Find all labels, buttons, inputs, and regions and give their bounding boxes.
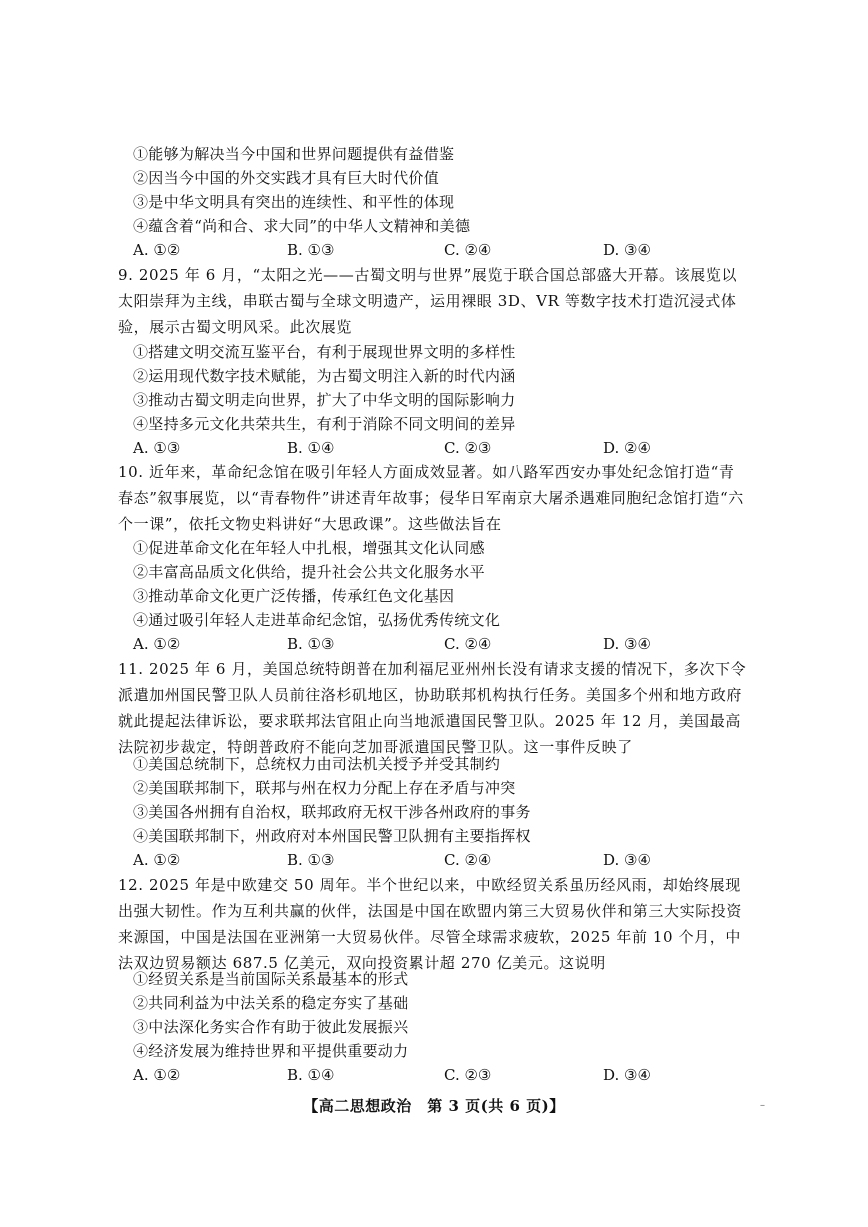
q9-stem: 9. 2025 年 6 月，“太阳之光——古蜀文明与世界”展览于联合国总部盛大开幕。该展览以太阳崇拜为主线，串联古蜀与全球文明遗产，运用裸眼 3D、VR 等数字技术打造沉浸式体验，展示古蜀文明风采。此次展览 xyxy=(118,266,738,336)
q10-item-2: ②丰富高品质文化供给，提升社会公共文化服务水平 xyxy=(133,563,485,581)
q9-option-c: C. ②③ xyxy=(444,439,492,457)
q12-stem: 12. 2025 年是中欧建交 50 周年。半个世纪以来，中欧经贸关系虽历经风雨，却始终展现出强大韧性。作为互利共赢的伙伴，法国是中国在欧盟内第三大贸易伙伴和第三大实际投资来源国，中国是法国在亚洲第一大贸易伙伴。尽管全球需求疲软，2025 年前 10 个月，中法双边贸易额达 687.5 亿美元，双向投资累计超 270 亿美元。这说明 xyxy=(118,876,743,972)
q12-option-b: B. ①④ xyxy=(287,1066,335,1084)
q9-item-3: ③推动古蜀文明走向世界，扩大了中华文明的国际影响力 xyxy=(133,391,516,409)
q10-option-a: A. ①② xyxy=(133,635,181,653)
q12-options xyxy=(133,1064,663,1086)
q9-item-1: ①搭建文明交流互鉴平台，有利于展现世界文明的多样性 xyxy=(133,343,516,361)
q9-item-4: ④坚持多元文化共荣共生，有利于消除不同文明间的差异 xyxy=(133,415,516,433)
q11-item-2: ②美国联邦制下，联邦与州在权力分配上存在矛盾与冲突 xyxy=(133,779,516,797)
q8-item-3: ③是中华文明具有突出的连续性、和平性的体现 xyxy=(133,193,455,211)
q10-item-3: ③推动革命文化更广泛传播，传承红色文化基因 xyxy=(133,587,455,605)
q9-option-d: D. ②④ xyxy=(603,439,651,457)
q8-option-b: B. ①③ xyxy=(287,241,335,259)
q8-option-a: A. ①② xyxy=(133,241,181,259)
q10-item-1: ①促进革命文化在年轻人中扎根，增强其文化认同感 xyxy=(133,539,485,557)
q12-option-c: C. ②③ xyxy=(444,1066,492,1084)
q8-item-2: ②因当今中国的外交实践才具有巨大时代价值 xyxy=(133,169,440,187)
q12-option-a: A. ①② xyxy=(133,1066,181,1084)
q11-options xyxy=(133,849,663,871)
q8-options xyxy=(133,239,663,261)
q10-option-d: D. ③④ xyxy=(603,635,651,653)
q11-item-3: ③美国各州拥有自治权，联邦政府无权干涉各州政府的事务 xyxy=(133,803,531,821)
page-footer: 【高二思想政治 第 3 页(共 6 页)】 xyxy=(303,1097,565,1115)
q9-option-a: A. ①③ xyxy=(133,439,181,457)
q10-options xyxy=(133,633,663,655)
q8-option-d: D. ③④ xyxy=(603,241,651,259)
q9-option-b: B. ①④ xyxy=(287,439,335,457)
q9-item-2: ②运用现代数字技术赋能，为古蜀文明注入新的时代内涵 xyxy=(133,367,516,385)
q12-item-4: ④经济发展为维持世界和平提供重要动力 xyxy=(133,1042,409,1060)
q12-option-d: D. ③④ xyxy=(603,1066,651,1084)
q10-option-c: C. ②④ xyxy=(444,635,492,653)
q11-option-a: A. ①② xyxy=(133,851,181,869)
q11-stem: 11. 2025 年 6 月，美国总统特朗普在加利福尼亚州州长没有请求支援的情况下，多次下令派遣加州国民警卫队人员前往洛杉矶地区，协助联邦机构执行任务。美国多个州和地方政府就此提起法律诉讼，要求联邦法官阻止向当地派遣国民警卫队。2025 年 12 月，美国最高法院初步裁定，特朗普政府不能向芝加哥派遣国民警卫队。这一事件反映了 xyxy=(118,660,747,756)
q12-item-1: ①经贸关系是当前国际关系最基本的形式 xyxy=(133,970,409,988)
q10-stem: 10. 近年来，革命纪念馆在吸引年轻人方面成效显著。如八路军西安办事处纪念馆打造“青春态”叙事展览，以“青春物件”讲述青年故事；侵华日军南京大屠杀遇难同胞纪念馆打造“六个一课”，依托文物史料讲好“大思政课”。这些做法旨在 xyxy=(118,463,744,533)
q8-item-1: ①能够为解决当今中国和世界问题提供有益借鉴 xyxy=(133,145,455,163)
q12-item-3: ③中法深化务实合作有助于彼此发展振兴 xyxy=(133,1018,409,1036)
corner-mark: – xyxy=(760,1100,765,1111)
q11-item-1: ①美国总统制下，总统权力由司法机关授予并受其制约 xyxy=(133,755,501,773)
q11-item-4: ④美国联邦制下，州政府对本州国民警卫队拥有主要指挥权 xyxy=(133,827,531,845)
q12-item-2: ②共同利益为中法关系的稳定夯实了基础 xyxy=(133,994,409,1012)
q8-item-4: ④蕴含着“尚和合、求大同”的中华人文精神和美德 xyxy=(133,217,471,235)
q8-option-c: C. ②④ xyxy=(444,241,492,259)
q10-option-b: B. ①③ xyxy=(287,635,335,653)
q11-option-d: D. ③④ xyxy=(603,851,651,869)
q11-option-c: C. ②④ xyxy=(444,851,492,869)
q11-option-b: B. ①③ xyxy=(287,851,335,869)
q10-item-4: ④通过吸引年轻人走进革命纪念馆，弘扬优秀传统文化 xyxy=(133,611,501,629)
q9-options xyxy=(133,437,663,459)
